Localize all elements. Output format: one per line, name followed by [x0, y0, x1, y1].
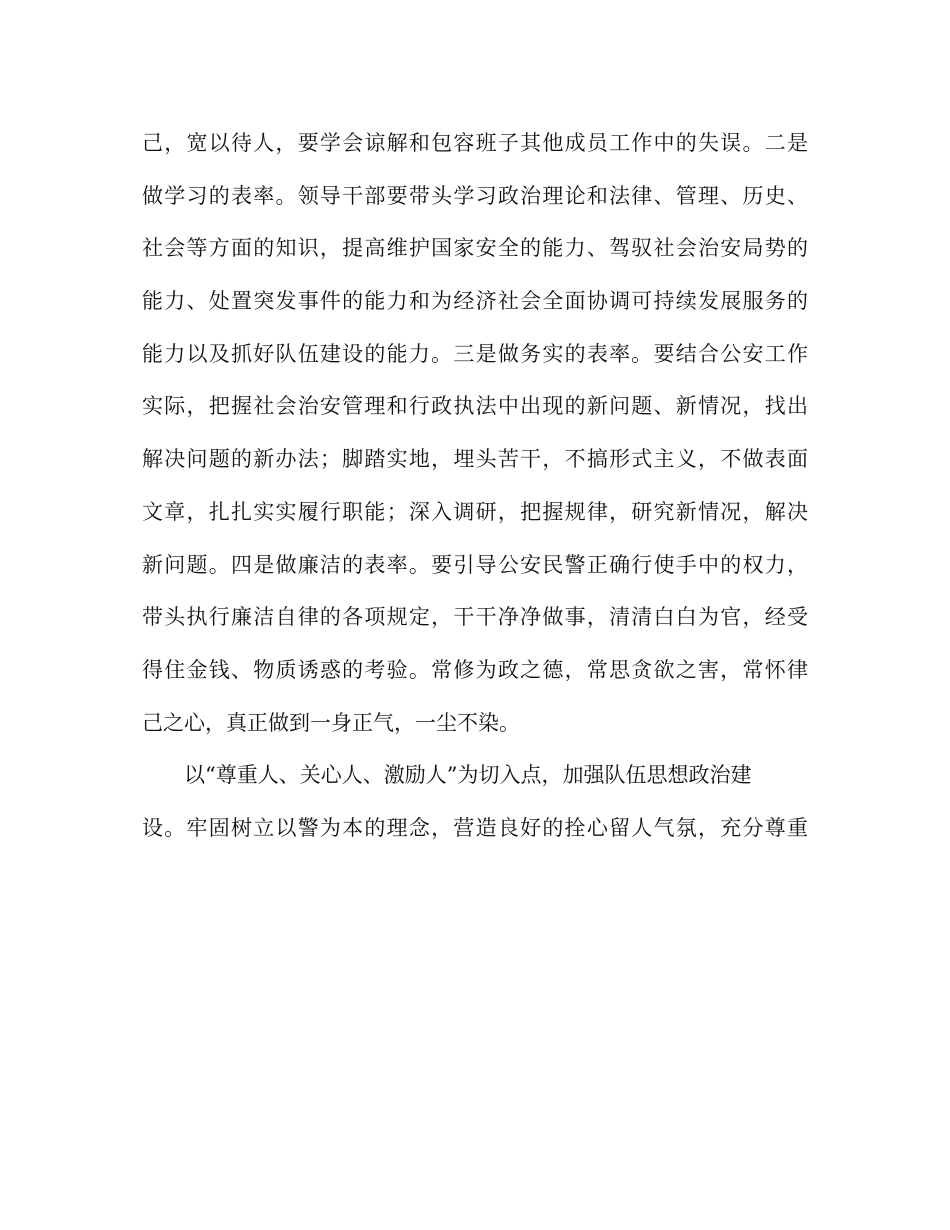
paragraph-1	[142, 117, 808, 749]
text-line: 社会等方面的知识，提高维护国家安全的能力、驾驭社会治安局势的	[142, 236, 808, 261]
text-line: 得住金钱、物质诱惑的考验。常修为政之德，常思贪欲之害，常怀律	[142, 657, 808, 682]
text-line: 带头执行廉洁自律的各项规定，干干净净做事，清清白白为官，经受	[142, 605, 808, 630]
text-line: 能力以及抓好队伍建设的能力。三是做务实的表率。要结合公安工作	[142, 341, 808, 366]
text-line: 设。牢固树立以警为本的理念，营造良好的拴心留人气氛，充分尊重	[142, 815, 808, 840]
text-line: 己之心，真正做到一身正气，一尘不染。	[142, 710, 520, 735]
text-line: 解决问题的新办法；脚踏实地，埋头苦干，不搞形式主义，不做表面	[142, 447, 808, 472]
text-line: 以“尊重人、关心人、激励人”为切入点，加强队伍思想政治建	[184, 763, 752, 788]
text-line: 己，宽以待人，要学会谅解和包容班子其他成员工作中的失误。二是	[142, 131, 808, 155]
body-text	[142, 117, 808, 855]
text-line: 新问题。四是做廉洁的表率。要引导公安民警正确行使手中的权力，	[142, 552, 808, 577]
paragraph-2	[142, 749, 808, 854]
text-line: 实际，把握社会治安管理和行政执法中出现的新问题、新情况，找出	[142, 394, 808, 419]
text-line: 能力、处置突发事件的能力和为经济社会全面协调可持续发展服务的	[142, 289, 808, 314]
text-line: 文章，扎扎实实履行职能；深入调研，把握规律，研究新情况，解决	[142, 499, 808, 524]
text-line: 做学习的表率。领导干部要带头学习政治理论和法律、管理、历史、	[142, 183, 808, 208]
